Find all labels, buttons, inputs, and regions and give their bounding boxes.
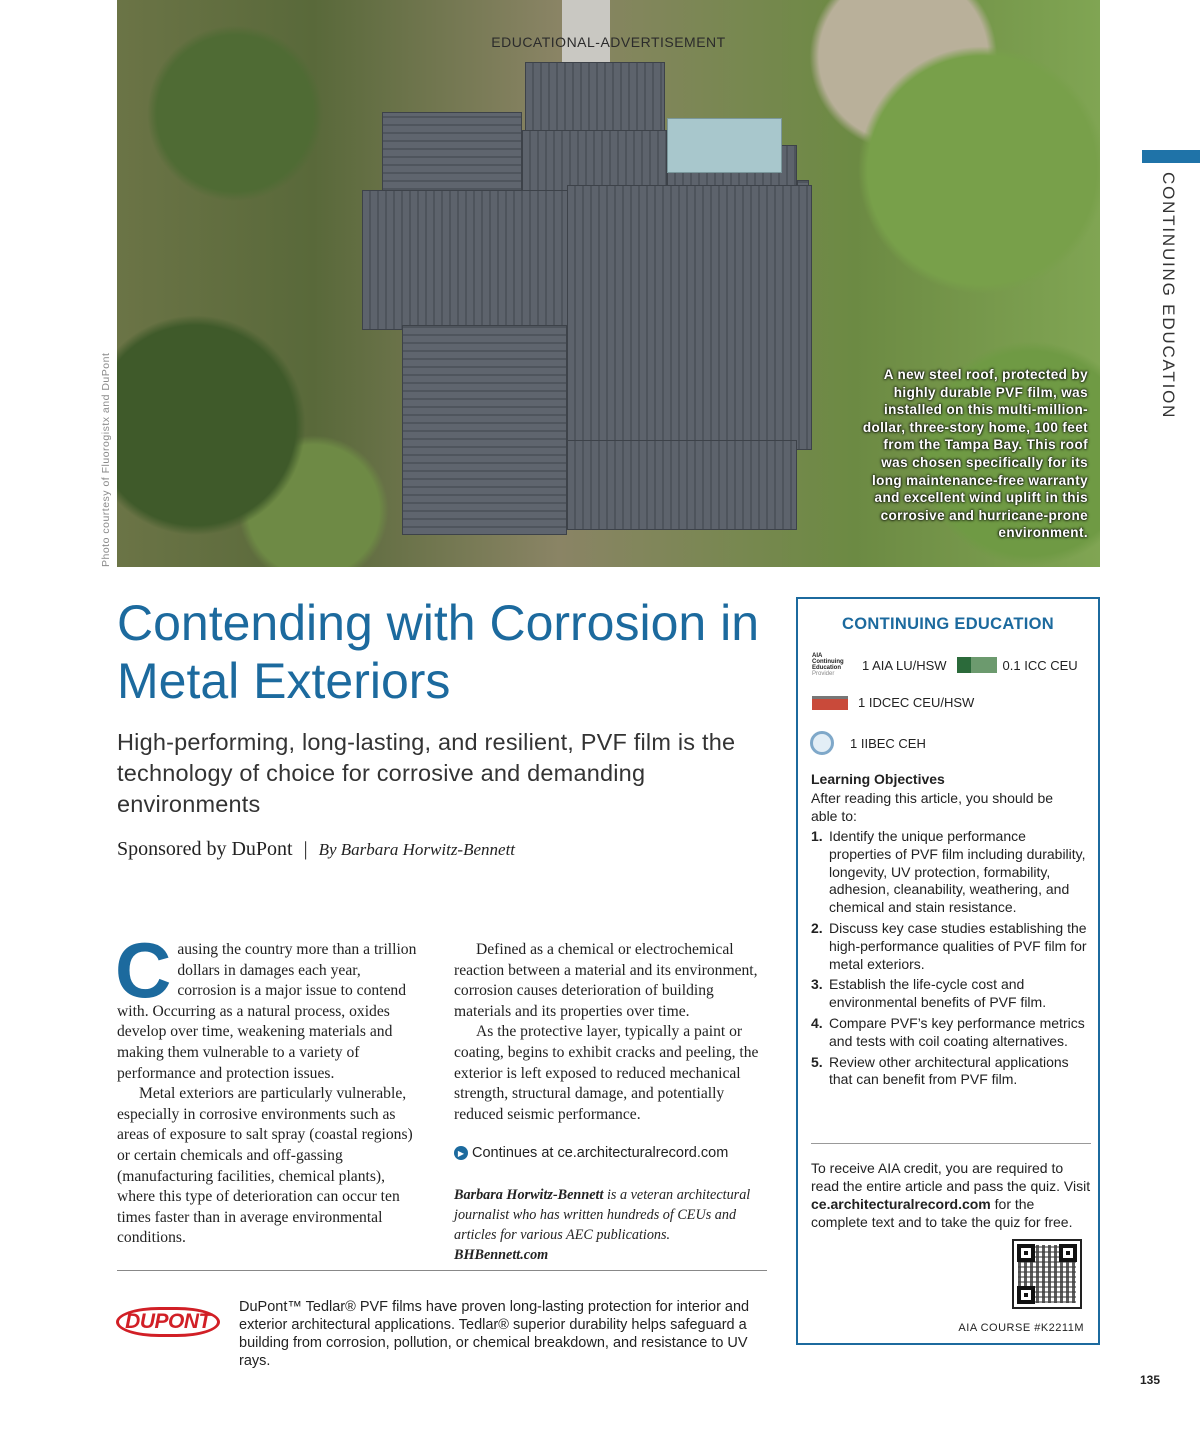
bio-name: Barbara Horwitz-Bennett <box>454 1187 604 1203</box>
item-number: 2. <box>811 919 823 936</box>
continuing-education-box <box>796 597 1100 1345</box>
play-arrow-icon: ▶ <box>454 1146 468 1160</box>
author-bio <box>454 1185 766 1265</box>
course-number: AIA COURSE #K2211M <box>958 1322 1084 1334</box>
item-text: Discuss key case studies establishing the high-performance qualities of PVF film for metal exteriors. <box>829 919 1087 972</box>
photo-credit: Photo courtesy of Fluorogistx and DuPont <box>100 352 112 567</box>
author-name: By Barbara Horwitz-Bennett <box>318 840 516 859</box>
bio-text: is a veteran architectural journalist who has written hundreds of CEUs and articles for various AEC publications. <box>454 1187 751 1243</box>
roof-section <box>402 325 567 535</box>
item-number: 5. <box>811 1053 823 1070</box>
roof-section <box>567 440 797 530</box>
item-text: Review other architectural applications that can benefit from PVF film. <box>829 1053 1069 1088</box>
credit-row-idcec <box>812 695 974 710</box>
hero-photo <box>117 0 1100 567</box>
body-paragraph: Metal exteriors are particularly vulnerable, especially in corrosive environments such as areas of exposure to salt spray (coastal regions) or certain chemicals and off-gassing (manufacturing facilities, chemical plants), where this type of deterioration can occur ten times faster than in average environmental conditions. <box>117 1085 413 1247</box>
list-item <box>811 976 1091 1012</box>
body-paragraph <box>115 926 422 1084</box>
ad-text: DuPont™ Tedlar® PVF films have proven long-lasting protection for interior and exterior architectural applications. Tedlar® superior durability helps safeguard a building from corrosion, pollution, or chemical breakdown, and resistance to UV rays. <box>239 1299 750 1369</box>
article-headline: Contending with Corrosion in Metal Exteriors <box>117 595 760 709</box>
page-number: 135 <box>1139 1373 1160 1387</box>
credit-idcec: 1 IDCEC CEU/HSW <box>858 695 975 710</box>
sponsor-text: Sponsored by DuPont <box>117 838 293 860</box>
iibec-logo <box>810 731 834 755</box>
divider <box>117 1270 767 1271</box>
paragraph-text: ausing the country more than a trillion dollars in damages each year, corrosion is a major issue to contend with. Occurring as a natural process, oxides develop over time, weakening materials and making them vulnerable to a variety of performance and protection issues. <box>117 941 417 1082</box>
logo-oval: DUPONT <box>116 1307 220 1337</box>
advertisement-label: EDUCATIONAL-ADVERTISEMENT <box>491 34 726 50</box>
bio-website-link[interactable]: BHBennett.com <box>454 1247 549 1263</box>
qr-finder <box>1059 1244 1077 1262</box>
learning-objectives-intro: After reading this article, you should be able to: <box>811 790 1054 824</box>
divider <box>811 1143 1091 1144</box>
list-item <box>811 1054 1091 1090</box>
aia-credit-note <box>811 1159 1095 1231</box>
logo-text: Education <box>812 665 842 671</box>
ce-box-title: CONTINUING EDUCATION <box>842 615 1054 633</box>
roof-section <box>525 62 665 137</box>
credit-row-iibec <box>798 731 926 755</box>
body-column-2 <box>454 940 766 1125</box>
continues-text: Continues at ce.architecturalrecord.com <box>472 1145 729 1161</box>
section-tab-bar <box>1142 150 1200 163</box>
roof-section <box>382 112 522 197</box>
item-text: Establish the life-cycle cost and environmental benefits of PVF film. <box>829 976 1047 1011</box>
dupont-logo <box>118 1307 218 1337</box>
byline <box>117 838 515 861</box>
note-text: To receive AIA credit, you are required to read the entire article and pass the quiz. Visit <box>811 1160 1091 1194</box>
body-column-1 <box>115 926 422 1249</box>
list-item <box>811 920 1091 973</box>
item-text: Identify the unique performance properties of PVF film including durability, longevity, UV protection, formability, adhesion, cleanability, weathering, and chemical and stain resistance. <box>829 828 1086 916</box>
qr-finder <box>1017 1244 1035 1262</box>
byline-separator: | <box>303 838 308 860</box>
item-number: 4. <box>811 1014 823 1031</box>
credit-row-aia <box>812 653 1078 677</box>
section-tab-label: CONTINUING EDUCATION <box>1159 172 1178 420</box>
logo-text: Provider <box>812 671 835 677</box>
learning-objectives-list <box>811 828 1091 1092</box>
logo-text: Continuing <box>812 659 844 665</box>
idcec-logo <box>812 696 848 710</box>
body-paragraph: As the protective layer, typically a paint or coating, begins to exhibit cracks and peeling, the exterior is left exposed to reduced mechanical strength, structural damage, and potentially reduced seismic performance. <box>454 1023 759 1123</box>
logo-text: AIA <box>812 653 823 659</box>
item-text: Compare PVF’s key performance metrics and tests with coil coating alternatives. <box>829 1014 1085 1049</box>
article-subhead: High-performing, long-lasting, and resilient, PVF film is the technology of choice for corrosive and demanding environments <box>117 729 736 817</box>
note-text: for the complete text and to take the quiz for free. <box>811 1196 1073 1230</box>
item-number: 1. <box>811 828 823 844</box>
roof-section <box>567 185 812 450</box>
credit-aia: 1 AIA LU/HSW <box>862 657 947 673</box>
learning-objectives-heading: Learning Objectives <box>811 771 945 787</box>
photo-caption: A new steel roof, protected by highly durable PVF film, was installed on this multi-million-dollar, three-story home, 100 feet from the Tampa Bay. This roof was chosen specifically for its long maintenance-free warranty and excellent wind uplift in this corrosive and hurricane-prone environment. <box>862 367 1088 541</box>
icc-provider-logo <box>957 657 997 673</box>
roof-section <box>667 118 782 173</box>
continues-link[interactable] <box>454 1145 728 1161</box>
qr-code[interactable] <box>1012 1239 1082 1309</box>
list-item <box>811 1015 1091 1051</box>
qr-finder <box>1017 1286 1035 1304</box>
drop-cap: C <box>115 926 172 1014</box>
list-item <box>811 828 1091 917</box>
ce-website-link[interactable]: ce.architecturalrecord.com <box>811 1196 991 1212</box>
body-paragraph: Defined as a chemical or electrochemical reaction between a material and its environment, corrosion causes deterioration of building materials and its properties over time. <box>454 941 758 1020</box>
credit-iibec: 1 IIBEC CEH <box>850 735 926 751</box>
item-number: 3. <box>811 976 823 993</box>
aia-provider-logo <box>812 653 854 677</box>
credit-icc: 0.1 ICC CEU <box>1002 657 1078 673</box>
